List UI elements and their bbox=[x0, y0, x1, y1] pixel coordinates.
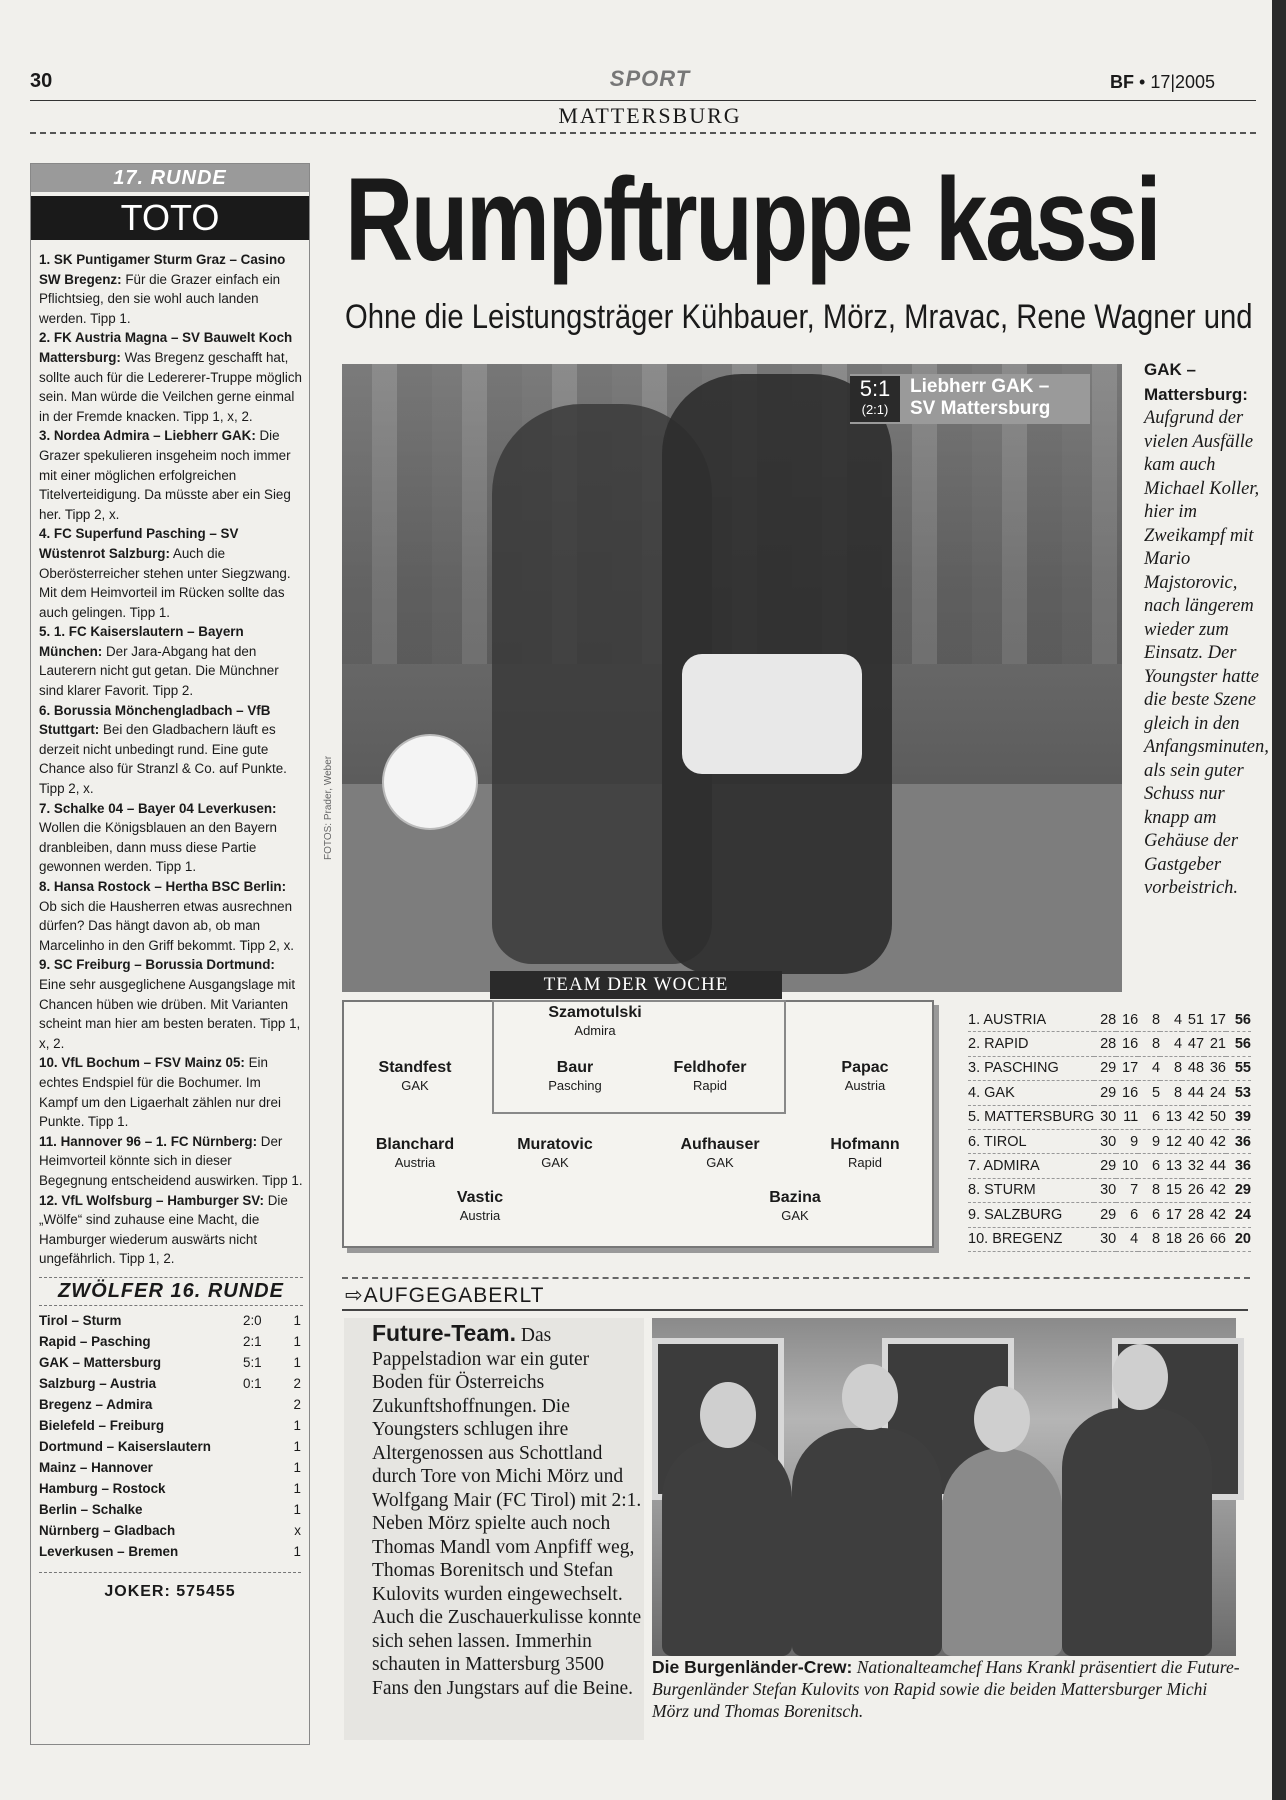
league-rank: 1. bbox=[968, 1011, 981, 1028]
zwoelfer-row bbox=[39, 1310, 301, 1331]
team-photo-caption bbox=[652, 1656, 1242, 1722]
league-team bbox=[968, 1032, 1094, 1056]
toto-item bbox=[39, 1191, 303, 1269]
photo-head bbox=[1112, 1344, 1168, 1410]
toto-column bbox=[30, 163, 310, 1745]
photo-credit: FOTOS: Prader, Weber bbox=[323, 755, 334, 860]
league-w: 17 bbox=[1116, 1056, 1138, 1080]
league-ga: 24 bbox=[1204, 1081, 1226, 1105]
league-rank: 10. bbox=[968, 1231, 989, 1248]
league-rank: 6. bbox=[968, 1133, 981, 1150]
league-d: 6 bbox=[1138, 1154, 1160, 1178]
arrow-right-icon: ⇨ bbox=[345, 1284, 364, 1307]
zwoelfer-tip: 1 bbox=[293, 1459, 301, 1475]
toto-item-match: 9. SC Freiburg – Borussia Dortmund: bbox=[39, 957, 275, 973]
league-team bbox=[968, 1178, 1094, 1202]
tdw-player-name: Feldhofer bbox=[673, 1059, 747, 1076]
toto-item-text: Was Bregenz geschafft hat, sollte auch für die Ledererer-Truppe möglich sein. Man würde die Veilchen gerne einmal in der Fremde knacken. Tipp 1, x, 2. bbox=[39, 349, 302, 424]
zwoelfer-tip: 1 bbox=[293, 1480, 301, 1496]
league-gf: 40 bbox=[1182, 1129, 1204, 1153]
league-l: 12 bbox=[1160, 1129, 1182, 1153]
toto-item bbox=[39, 1132, 303, 1191]
tdw-player-name: Baur bbox=[556, 1059, 594, 1076]
team-photo-caption-text: Nationalteamchef Hans Krankl präsentiert die Future-Burgenländer Stefan Kulovits von Rapid sowie die beiden Mattersburger Michi Mörz und Thomas Borenitsch. bbox=[652, 1657, 1240, 1721]
zwoelfer-score bbox=[243, 1457, 283, 1478]
league-d: 6 bbox=[1138, 1105, 1160, 1129]
league-team-name: GAK bbox=[984, 1084, 1015, 1101]
toto-item bbox=[39, 426, 303, 524]
story-lead: Future-Team. bbox=[372, 1320, 516, 1346]
league-w: 16 bbox=[1116, 1008, 1138, 1032]
toto-item-match: 3. Nordea Admira – Liebherr GAK: bbox=[39, 428, 256, 444]
zwoelfer-match: Dortmund – Kaiserslautern bbox=[39, 1438, 211, 1454]
zwoelfer-score: 0:1 bbox=[243, 1375, 262, 1391]
league-ga: 66 bbox=[1204, 1227, 1226, 1251]
toto-item-match: 10. VfL Bochum – FSV Mainz 05: bbox=[39, 1055, 245, 1071]
league-pts: 29 bbox=[1226, 1178, 1251, 1202]
zwoelfer-row bbox=[39, 1436, 301, 1457]
league-pts: 36 bbox=[1226, 1154, 1251, 1178]
league-w: 10 bbox=[1116, 1154, 1138, 1178]
zwoelfer-tip: 2 bbox=[293, 1375, 301, 1391]
league-g: 28 bbox=[1094, 1032, 1116, 1056]
league-g: 29 bbox=[1094, 1154, 1116, 1178]
league-team bbox=[968, 1227, 1094, 1251]
tdw-player bbox=[350, 1058, 480, 1094]
zwoelfer-score bbox=[243, 1541, 283, 1562]
tdw-player-name: Aufhauser bbox=[680, 1136, 760, 1153]
score-teams bbox=[910, 376, 1050, 420]
tdw-player bbox=[800, 1058, 930, 1094]
tdw-player-club: Rapid bbox=[693, 1078, 727, 1093]
photo-person bbox=[792, 1428, 942, 1656]
league-pts: 24 bbox=[1226, 1203, 1251, 1227]
paper-name: BF bbox=[1110, 72, 1134, 92]
toto-round: 17. RUNDE bbox=[31, 164, 309, 192]
league-ga: 17 bbox=[1204, 1008, 1226, 1032]
league-rank: 4. bbox=[968, 1084, 981, 1101]
photo-person bbox=[662, 1438, 792, 1656]
zwoelfer-score: 2:1 bbox=[243, 1333, 262, 1349]
tdw-player bbox=[490, 1135, 620, 1171]
league-gf: 48 bbox=[1182, 1056, 1204, 1080]
league-team-name: SALZBURG bbox=[984, 1206, 1063, 1223]
zwoelfer-row bbox=[39, 1373, 301, 1394]
zwoelfer-table bbox=[39, 1310, 301, 1562]
tdw-player-name: Muratovic bbox=[517, 1136, 593, 1153]
zwoelfer-match: Mainz – Hannover bbox=[39, 1459, 153, 1475]
zwoelfer-score: 2:0 bbox=[243, 1312, 262, 1328]
header-rule bbox=[30, 100, 1256, 101]
toto-list bbox=[31, 240, 309, 1269]
league-pts: 55 bbox=[1226, 1056, 1251, 1080]
league-w: 4 bbox=[1116, 1227, 1138, 1251]
zwoelfer-match: Leverkusen – Bremen bbox=[39, 1543, 179, 1559]
league-row bbox=[968, 1105, 1251, 1129]
zwoelfer-tip: 2 bbox=[293, 1396, 301, 1412]
zwoelfer-tip: 1 bbox=[293, 1501, 301, 1517]
score-team-home: Liebherr GAK – bbox=[910, 376, 1050, 397]
team-photo-caption-lead: Die Burgenländer-Crew: bbox=[652, 1657, 853, 1677]
zwoelfer-row bbox=[39, 1352, 301, 1373]
photo-head bbox=[700, 1382, 756, 1448]
zwoelfer-row bbox=[39, 1415, 301, 1436]
league-team-name: STURM bbox=[984, 1182, 1036, 1199]
page-number: 30 bbox=[30, 70, 53, 92]
league-gf: 47 bbox=[1182, 1032, 1204, 1056]
team-der-woche-title: TEAM DER WOCHE bbox=[490, 971, 782, 999]
match-photo bbox=[342, 364, 1122, 992]
league-d: 8 bbox=[1138, 1008, 1160, 1032]
league-l: 13 bbox=[1160, 1154, 1182, 1178]
tdw-player-name: Papac bbox=[841, 1059, 889, 1076]
tdw-player-name: Szamotulski bbox=[548, 1004, 642, 1021]
story-body: Das Pappelstadion war ein guter Boden für Österreichs Zukunftshoffnungen. Die Youngsters schlugen ihre Altergenossen aus Schottland durch Tore von Michi Mörz und Wolfgang Mair (FC Tirol) mit 2:1. Neben Mörz spielte auch noch Thomas Mandl vom Anpfiff weg, Thomas Borenitsch und Stefan Kulovits wurden eingewechselt. Auch die Zuschauerkulisse konnte sich sehen lassen. Immerhin schauten in Mattersburg 3500 Fans den Jungstars auf die Beine. bbox=[372, 1325, 642, 1699]
league-ga: 44 bbox=[1204, 1154, 1226, 1178]
zwoelfer-tip: 1 bbox=[293, 1438, 301, 1454]
toto-item-text: Wollen die Königsblauen an den Bayern dranbleiben, dann muss diese Partie gewonnen werden. Tipp 1. bbox=[39, 820, 277, 875]
zwoelfer-row bbox=[39, 1478, 301, 1499]
photo-head bbox=[842, 1364, 898, 1430]
tdw-player-club: Rapid bbox=[848, 1155, 882, 1170]
league-team-name: RAPID bbox=[984, 1036, 1029, 1053]
league-l: 18 bbox=[1160, 1227, 1182, 1251]
tdw-player-club: Austria bbox=[459, 1208, 501, 1223]
league-d: 9 bbox=[1138, 1129, 1160, 1153]
league-gf: 44 bbox=[1182, 1081, 1204, 1105]
league-g: 30 bbox=[1094, 1178, 1116, 1202]
football-icon bbox=[382, 734, 478, 830]
league-gf: 26 bbox=[1182, 1227, 1204, 1251]
league-w: 9 bbox=[1116, 1129, 1138, 1153]
league-team bbox=[968, 1203, 1094, 1227]
toto-item-match: 12. VfL Wolfsburg – Hamburger SV: bbox=[39, 1192, 264, 1208]
league-w: 16 bbox=[1116, 1081, 1138, 1105]
league-gf: 51 bbox=[1182, 1008, 1204, 1032]
league-team bbox=[968, 1154, 1094, 1178]
zwoelfer-match: Nürnberg – Gladbach bbox=[39, 1522, 176, 1538]
aufgegaberlt-label: ⇨AUFGEGABERLT bbox=[345, 1284, 545, 1307]
league-team-name: BREGENZ bbox=[992, 1231, 1063, 1248]
toto-item-match: 6. Borussia Mönchengladbach – VfB Stuttgart: bbox=[39, 702, 271, 738]
toto-item-text: Der Heimvorteil könnte sich in dieser Begegnung entscheidend auswirken. Tipp 1. bbox=[39, 1133, 303, 1188]
league-l: 15 bbox=[1160, 1178, 1182, 1202]
toto-item bbox=[39, 799, 303, 877]
photo-player-shorts bbox=[682, 654, 862, 774]
league-g: 30 bbox=[1094, 1129, 1116, 1153]
toto-item-text: Die „Wölfe“ sind zuhause eine Macht, die Hamburger wiederum auswärts nicht ungefährlich. Tipp 1, 2. bbox=[39, 1192, 288, 1267]
toto-item bbox=[39, 250, 303, 328]
team-photo bbox=[652, 1318, 1236, 1656]
zwoelfer-tip: 1 bbox=[293, 1543, 301, 1559]
league-w: 11 bbox=[1116, 1105, 1138, 1129]
league-ga: 36 bbox=[1204, 1056, 1226, 1080]
league-gf: 32 bbox=[1182, 1154, 1204, 1178]
header-dash-rule bbox=[30, 132, 1256, 134]
league-d: 8 bbox=[1138, 1227, 1160, 1251]
toto-item-text: Bei den Gladbachern läuft es derzeit nicht unbedingt rund. Eine gute Chance also für Stranzl & Co. auf Punkte. Tipp 2, x. bbox=[39, 722, 287, 797]
league-l: 4 bbox=[1160, 1008, 1182, 1032]
zwoelfer-match: Bregenz – Admira bbox=[39, 1396, 153, 1412]
league-team bbox=[968, 1105, 1094, 1129]
league-row bbox=[968, 1129, 1251, 1153]
league-ga: 21 bbox=[1204, 1032, 1226, 1056]
league-d: 4 bbox=[1138, 1056, 1160, 1080]
league-w: 7 bbox=[1116, 1178, 1138, 1202]
league-ga: 42 bbox=[1204, 1203, 1226, 1227]
photo-person bbox=[1062, 1408, 1212, 1656]
photo-person bbox=[942, 1448, 1062, 1656]
section-dash-rule bbox=[342, 1277, 1250, 1279]
zwoelfer-row bbox=[39, 1499, 301, 1520]
caption-lead: GAK – Mattersburg: bbox=[1144, 360, 1248, 404]
league-d: 8 bbox=[1138, 1032, 1160, 1056]
league-ga: 50 bbox=[1204, 1105, 1226, 1129]
toto-item bbox=[39, 955, 303, 1053]
tdw-player-name: Standfest bbox=[378, 1059, 452, 1076]
zwoelfer-tip: 1 bbox=[293, 1417, 301, 1433]
league-row bbox=[968, 1032, 1251, 1056]
toto-item-match: 5. 1. FC Kaiserslautern – Bayern München: bbox=[39, 624, 244, 659]
aufgegaberlt-rule bbox=[342, 1309, 1248, 1311]
league-team bbox=[968, 1081, 1094, 1105]
league-g: 29 bbox=[1094, 1056, 1116, 1080]
toto-item-match: 1. SK Puntigamer Sturm Graz – Casino SW Bregenz: bbox=[39, 252, 286, 287]
toto-item-text: Eine sehr ausgeglichene Ausgangslage mit Chancen hüben wie drüben. Mit Varianten scheint man hier am besten beraten. Tipp 1, x, 2. bbox=[39, 976, 301, 1051]
league-gf: 28 bbox=[1182, 1203, 1204, 1227]
zwoelfer-score bbox=[243, 1520, 283, 1541]
toto-item-match: 7. Schalke 04 – Bayer 04 Leverkusen: bbox=[39, 800, 277, 816]
final-score: 5:1 bbox=[859, 376, 891, 401]
toto-item-match: 2. FK Austria Magna – SV Bauwelt Koch Mattersburg: bbox=[39, 330, 293, 365]
league-g: 30 bbox=[1094, 1227, 1116, 1251]
zwoelfer-match: Salzburg – Austria bbox=[39, 1375, 157, 1391]
halftime-score: (2:1) bbox=[861, 402, 889, 417]
score-result bbox=[850, 376, 900, 422]
zwoelfer-match: Bielefeld – Freiburg bbox=[39, 1417, 165, 1433]
league-l: 17 bbox=[1160, 1203, 1182, 1227]
league-row bbox=[968, 1008, 1251, 1032]
league-pts: 56 bbox=[1226, 1032, 1251, 1056]
league-team-name: AUSTRIA bbox=[983, 1011, 1047, 1028]
toto-title: TOTO bbox=[31, 196, 309, 240]
league-team bbox=[968, 1008, 1094, 1032]
joker-number: JOKER: 575455 bbox=[39, 1572, 301, 1601]
tdw-player bbox=[530, 1003, 660, 1039]
zwoelfer-row bbox=[39, 1541, 301, 1562]
tdw-player bbox=[350, 1135, 480, 1171]
league-team-name: MATTERSBURG bbox=[984, 1109, 1095, 1126]
zwoelfer-match: Tirol – Sturm bbox=[39, 1312, 122, 1328]
league-rank: 8. bbox=[968, 1182, 981, 1199]
zwoelfer-match: Hamburg – Rostock bbox=[39, 1480, 166, 1496]
photo-caption bbox=[1144, 358, 1269, 901]
article-headline: Rumpftruppe kassi bbox=[345, 154, 1160, 286]
tdw-player bbox=[800, 1135, 930, 1171]
zwoelfer-tip: 1 bbox=[293, 1333, 301, 1349]
league-rank: 5. bbox=[968, 1109, 981, 1126]
tdw-player-name: Blanchard bbox=[375, 1136, 455, 1153]
tdw-player-club: GAK bbox=[541, 1155, 569, 1170]
tdw-player-club: Pasching bbox=[548, 1078, 602, 1093]
photo-head bbox=[974, 1386, 1030, 1452]
tdw-player-name: Vastic bbox=[456, 1189, 504, 1206]
league-d: 8 bbox=[1138, 1178, 1160, 1202]
league-g: 29 bbox=[1094, 1203, 1116, 1227]
tdw-player-club: Austria bbox=[394, 1155, 436, 1170]
tdw-player-club: Austria bbox=[844, 1078, 886, 1093]
tdw-player bbox=[645, 1058, 775, 1094]
league-table bbox=[968, 1008, 1251, 1252]
toto-item-text: Die Grazer spekulieren insgeheim noch immer mit einer möglichen erfolgreichen Titelverteidigung. Da müsste aber ein Sieg her. Tipp 2, x. bbox=[39, 428, 291, 522]
toto-item bbox=[39, 328, 303, 426]
league-team-name: PASCHING bbox=[984, 1060, 1059, 1077]
toto-item-text: Auch die Oberösterreicher stehen unter Siegzwang. Mit dem Heimvorteil im Rücken sollte das auch gelingen. Tipp 1. bbox=[39, 545, 291, 620]
league-pts: 53 bbox=[1226, 1081, 1251, 1105]
league-rank: 7. bbox=[968, 1158, 981, 1175]
league-row bbox=[968, 1081, 1251, 1105]
toto-item bbox=[39, 877, 303, 955]
tdw-player-club: Admira bbox=[574, 1023, 616, 1038]
zwoelfer-match: Berlin – Schalke bbox=[39, 1501, 143, 1517]
league-pts: 56 bbox=[1226, 1008, 1251, 1032]
zwoelfer-score bbox=[243, 1394, 283, 1415]
tdw-player bbox=[655, 1135, 785, 1171]
league-gf: 26 bbox=[1182, 1178, 1204, 1202]
toto-item bbox=[39, 1053, 303, 1131]
tdw-player-club: GAK bbox=[706, 1155, 734, 1170]
league-ga: 42 bbox=[1204, 1129, 1226, 1153]
league-w: 16 bbox=[1116, 1032, 1138, 1056]
league-d: 6 bbox=[1138, 1203, 1160, 1227]
tdw-player-name: Hofmann bbox=[830, 1136, 900, 1153]
zwoelfer-score bbox=[243, 1499, 283, 1520]
league-row bbox=[968, 1178, 1251, 1202]
zwoelfer-tip: x bbox=[294, 1522, 301, 1538]
league-l: 8 bbox=[1160, 1056, 1182, 1080]
zwoelfer-row bbox=[39, 1394, 301, 1415]
toto-item-match: 11. Hannover 96 – 1. FC Nürnberg: bbox=[39, 1133, 258, 1149]
tdw-player-club: GAK bbox=[401, 1078, 429, 1093]
toto-item-text: Ein echtes Endspiel für die Bochumer. Im Kampf um den Ligaerhalt zählen nur drei Punkte. Tipp 1. bbox=[39, 1055, 281, 1130]
zwoelfer-tip: 1 bbox=[293, 1354, 301, 1370]
league-g: 30 bbox=[1094, 1105, 1116, 1129]
score-team-away: SV Mattersburg bbox=[910, 398, 1051, 419]
league-rank: 2. bbox=[968, 1036, 981, 1053]
toto-item-match: 8. Hansa Rostock – Hertha BSC Berlin: bbox=[39, 879, 287, 894]
zwoelfer-match: Rapid – Pasching bbox=[39, 1333, 151, 1349]
zwoelfer-score bbox=[243, 1415, 283, 1436]
league-team-name: ADMIRA bbox=[983, 1158, 1040, 1175]
issue-info: BF • 17|2005 bbox=[1110, 72, 1216, 92]
zwoelfer-score bbox=[243, 1436, 283, 1457]
zwoelfer-score bbox=[243, 1478, 283, 1499]
story-text bbox=[372, 1322, 642, 1700]
tdw-player bbox=[730, 1188, 860, 1224]
issue-number: 17|2005 bbox=[1150, 72, 1216, 92]
zwoelfer-title: ZWÖLFER 16. RUNDE bbox=[39, 1277, 303, 1306]
league-team bbox=[968, 1129, 1094, 1153]
league-row bbox=[968, 1154, 1251, 1178]
league-team bbox=[968, 1056, 1094, 1080]
league-pts: 36 bbox=[1226, 1129, 1251, 1153]
page-edge bbox=[1272, 0, 1286, 1800]
toto-item-text: Ob sich die Hausherren etwas ausrechnen dürfen? Das hängt davon ab, ob man Marcelinho in den Griff bekommt. Tipp 2, x. bbox=[39, 898, 295, 953]
section-label: SPORT bbox=[609, 66, 691, 91]
league-rank: 3. bbox=[968, 1060, 981, 1077]
toto-item-match: 4. FC Superfund Pasching – SV Wüstenrot Salzburg: bbox=[39, 526, 239, 561]
league-row bbox=[968, 1227, 1251, 1251]
league-gf: 42 bbox=[1182, 1105, 1204, 1129]
zwoelfer-score: 5:1 bbox=[243, 1354, 262, 1370]
league-g: 28 bbox=[1094, 1008, 1116, 1032]
zwoelfer-row bbox=[39, 1331, 301, 1352]
league-row bbox=[968, 1203, 1251, 1227]
caption-text: Aufgrund der vielen Ausfälle kam auch Michael Koller, hier im Zweikampf mit Mario Majstorovic, nach längerem wieder zum Einsatz. Der Youngster hatte die beste Szene gleich in den Anfangsminuten, als sein guter Schuss nur knapp am Gehäuse der Gastgeber vorbeistrich. bbox=[1144, 408, 1269, 898]
zwoelfer-row bbox=[39, 1457, 301, 1478]
toto-item bbox=[39, 701, 303, 799]
zwoelfer-tip: 1 bbox=[293, 1312, 301, 1328]
tdw-player bbox=[510, 1058, 640, 1094]
league-w: 6 bbox=[1116, 1203, 1138, 1227]
tdw-player bbox=[415, 1188, 545, 1224]
league-ga: 42 bbox=[1204, 1178, 1226, 1202]
tdw-player-club: GAK bbox=[781, 1208, 809, 1223]
league-l: 8 bbox=[1160, 1081, 1182, 1105]
zwoelfer-row bbox=[39, 1520, 301, 1541]
league-team-name: TIROL bbox=[983, 1133, 1027, 1150]
league-d: 5 bbox=[1138, 1081, 1160, 1105]
league-l: 13 bbox=[1160, 1105, 1182, 1129]
league-l: 4 bbox=[1160, 1032, 1182, 1056]
zwoelfer-match: GAK – Mattersburg bbox=[39, 1354, 162, 1370]
article-subhead: Ohne die Leistungsträger Kühbauer, Mörz, Mravac, Rene Wagner und bbox=[345, 298, 1253, 336]
region-title: MATTERSBURG bbox=[558, 103, 742, 128]
league-g: 29 bbox=[1094, 1081, 1116, 1105]
tdw-player-name: Bazina bbox=[769, 1189, 821, 1206]
toto-item-text: Der Jara-Abgang hat den Lauterern nicht gut getan. Die Münchner sind klarer Favorit. Tipp 2. bbox=[39, 643, 279, 699]
league-row bbox=[968, 1056, 1251, 1080]
toto-item-text: Für die Grazer einfach ein Pflichtsieg, den sie wohl auch landen werden. Tipp 1. bbox=[39, 271, 281, 326]
toto-item bbox=[39, 622, 303, 700]
league-rank: 9. bbox=[968, 1206, 981, 1223]
league-pts: 20 bbox=[1226, 1227, 1251, 1251]
league-pts: 39 bbox=[1226, 1105, 1251, 1129]
toto-item bbox=[39, 524, 303, 622]
